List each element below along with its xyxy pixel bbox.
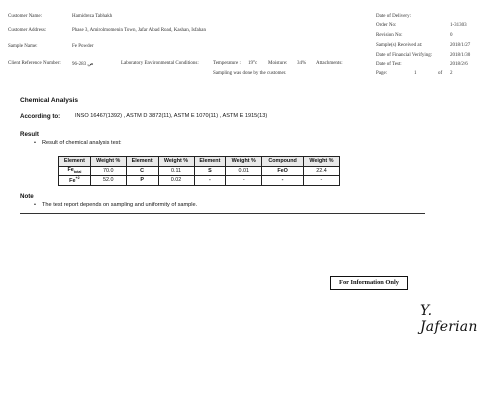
test-date-value: 2018/2/6: [450, 62, 468, 67]
financial-verify-label: Date of Financial Verifying:: [376, 53, 433, 58]
table-cell-element: P: [126, 176, 158, 186]
according-label: According to:: [20, 113, 61, 120]
table-header-row: [59, 157, 340, 167]
temperature-value: 19°c: [248, 61, 258, 66]
table-cell-compound: FeO: [262, 166, 304, 176]
table-cell: 0.02: [158, 176, 194, 186]
table-row: [59, 166, 340, 176]
delivery-date-label: Date of Delivery:: [376, 14, 411, 19]
table-cell: 0.01: [226, 166, 262, 176]
table-cell-compound: -: [262, 176, 304, 186]
sample-name-label: Sample Name:: [8, 44, 38, 49]
order-no-label: Order No:: [376, 23, 397, 28]
according-value: INSO 16467(1392) , ASTM D 3872(11), ASTM E 1070(11) , ASTM E 1915(13): [75, 113, 268, 119]
col-header: Weight %: [226, 157, 262, 167]
attachments-label: Attachments:: [316, 61, 343, 66]
col-header: Element: [59, 157, 91, 167]
table-cell: 0.11: [158, 166, 194, 176]
divider-line: [20, 213, 425, 214]
page-label: Page:: [376, 71, 388, 76]
temperature-label: Temperature :: [213, 61, 241, 66]
col-header: Weight %: [158, 157, 194, 167]
result-bullet-dot: •: [34, 140, 36, 146]
received-at-value: 2018/1/27: [450, 43, 471, 48]
table-cell-element: S: [194, 166, 226, 176]
signature: Y. Jaferian: [420, 303, 478, 335]
moisture-label: Moisture:: [268, 61, 288, 66]
client-ref-value: 96-ص 283: [72, 62, 94, 67]
sampling-note: Sampling was done by the customer.: [213, 71, 287, 76]
section-title: Chemical Analysis: [20, 97, 79, 104]
test-date-label: Date of Test:: [376, 62, 402, 67]
table-cell: -: [303, 176, 339, 186]
table-cell: 70.0: [90, 166, 126, 176]
received-at-label: Sample(s) Received at:: [376, 43, 423, 48]
page-of: of: [438, 71, 443, 76]
info-only-stamp: For Information Only: [330, 276, 408, 290]
result-bullet-text: Result of chemical analysis test:: [42, 140, 122, 146]
revision-no-label: Revision No:: [376, 33, 403, 38]
table-cell-element: $Fe^{+2}$: [59, 176, 91, 186]
page-number: 1: [414, 71, 417, 76]
note-title: Note: [20, 193, 34, 200]
customer-name-label: Customer Name:: [8, 14, 43, 19]
table-row: [59, 176, 340, 186]
customer-name-value: Hamidreza Tabhakh: [72, 14, 113, 19]
col-header: Compound: [262, 157, 304, 167]
results-table: [58, 156, 340, 186]
note-bullet-text: The test report depends on sampling and uniformity of sample.: [42, 202, 198, 208]
order-no-value: 1-31303: [450, 23, 467, 28]
result-title: Result: [20, 131, 39, 138]
customer-address-value: Phase 3, Amirolmomenin Town, Jafar Abad Road, Kashan, Isfahan: [72, 28, 206, 33]
table-cell: 52.0: [90, 176, 126, 186]
col-header: Element: [126, 157, 158, 167]
client-ref-label: Client Reference Number:: [8, 61, 61, 66]
sample-name-value: Fe Powder: [72, 44, 94, 49]
moisture-value: 34%: [297, 61, 307, 66]
table-cell-element: $Fe_{total}$: [59, 166, 91, 176]
table-cell: 22.4: [303, 166, 339, 176]
table-cell-element: C: [126, 166, 158, 176]
col-header: Weight %: [90, 157, 126, 167]
customer-address-label: Customer Address:: [8, 28, 47, 33]
fe-total-subscript: total: [73, 170, 82, 175]
lab-env-label: Laboratory Environmental Conditions:: [121, 61, 199, 66]
col-header: Element: [194, 157, 226, 167]
table-cell-element: -: [194, 176, 226, 186]
financial-verify-value: 2018/1/30: [450, 53, 471, 58]
table-cell: -: [226, 176, 262, 186]
fe-plus2-superscript: +2: [75, 176, 80, 181]
page-total: 2: [450, 71, 453, 76]
note-bullet-dot: •: [34, 202, 36, 208]
col-header: Weight %: [303, 157, 339, 167]
revision-no-value: 0: [450, 33, 453, 38]
